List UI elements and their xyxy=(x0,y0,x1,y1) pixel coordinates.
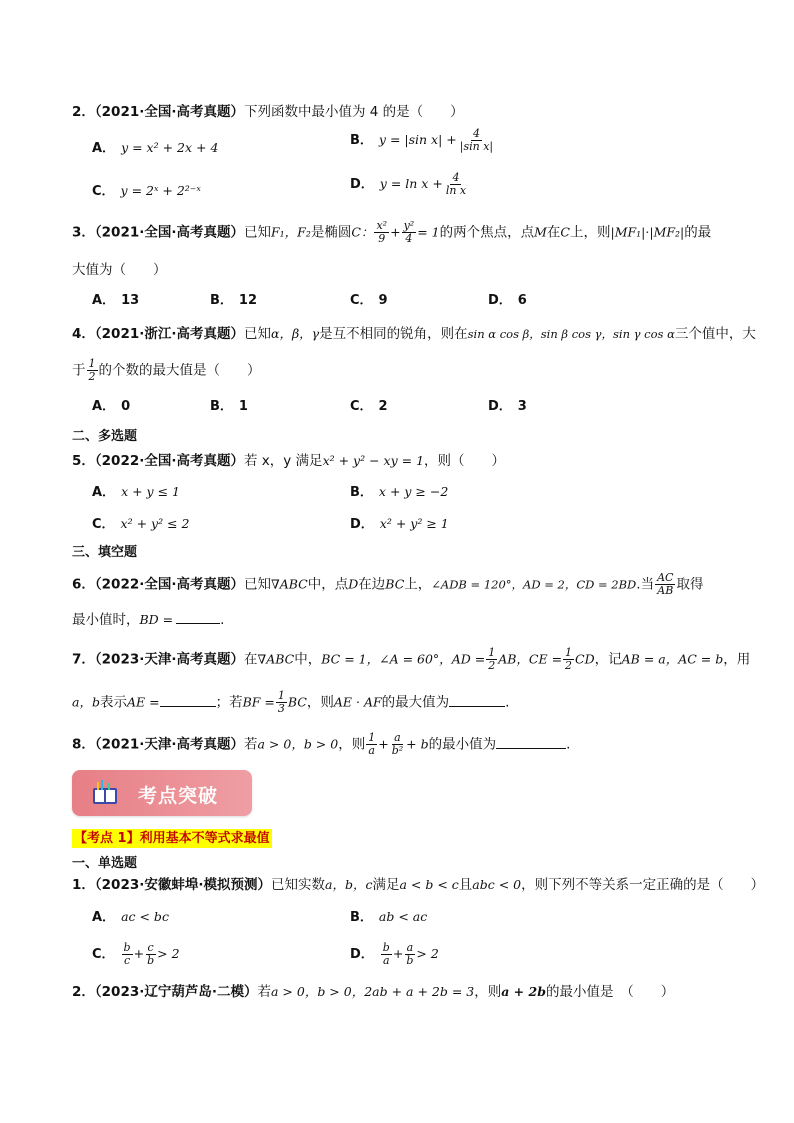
math-inline: + xyxy=(390,224,401,240)
option-label: C． xyxy=(92,947,115,962)
numerator: x² xyxy=(376,219,388,232)
question-text: 已知 xyxy=(244,326,271,342)
math-inline: a，b xyxy=(72,694,100,710)
question-number: 1． xyxy=(72,877,95,893)
question-text: 已知实数 xyxy=(271,877,325,893)
option-content: 9 xyxy=(378,293,388,308)
option-label: C． xyxy=(350,399,373,414)
math-inline: BC xyxy=(287,694,307,710)
option-b xyxy=(350,482,448,503)
option-a xyxy=(92,138,218,159)
math-inline: C xyxy=(560,224,570,240)
option-content: 1 xyxy=(238,399,248,414)
question-text: ；若 xyxy=(215,694,243,711)
question-text: 若 x，y 满足 xyxy=(244,453,323,469)
practice-question-2 xyxy=(72,982,674,1002)
numerator: y² xyxy=(403,219,415,232)
option-label: A． xyxy=(92,910,116,925)
question-text: 的最 xyxy=(684,224,712,241)
question-text: 在 xyxy=(244,651,258,668)
fraction xyxy=(458,128,495,153)
option-a xyxy=(92,482,180,503)
option-label: D． xyxy=(488,293,512,308)
numerator: AC xyxy=(657,571,674,584)
math-inline: BC xyxy=(385,576,405,592)
question-text: ，记 xyxy=(594,651,622,668)
denominator: a xyxy=(368,744,375,757)
question-source: （2023·天津·高考真题） xyxy=(94,651,244,668)
option-label: C． xyxy=(350,293,373,308)
numerator: 1 xyxy=(368,731,376,744)
question-text: 已知 xyxy=(244,224,271,241)
option-label: B． xyxy=(350,485,373,500)
question-7 xyxy=(72,647,750,672)
question-source: （2021·全国·高考真题） xyxy=(94,104,244,120)
math-inline: > 2 xyxy=(157,946,180,961)
option-a xyxy=(92,907,169,928)
question-number: 8． xyxy=(72,736,95,753)
question-3 xyxy=(72,220,711,245)
math-inline: CD xyxy=(575,651,595,667)
denominator: b xyxy=(147,954,155,967)
numerator: b xyxy=(123,941,131,954)
option-d xyxy=(350,942,439,967)
option-d xyxy=(350,172,469,197)
question-text: ，则 xyxy=(338,736,366,753)
question-text: ，则（ ） xyxy=(424,453,506,469)
option-content: 13 xyxy=(121,293,140,308)
option-content: y = ln x + xyxy=(379,176,443,191)
question-text: 的个数的最大值是（ ） xyxy=(98,362,261,379)
denominator: c xyxy=(123,954,131,967)
option-b xyxy=(210,291,257,311)
option-label: B． xyxy=(210,399,233,414)
option-a xyxy=(92,291,139,311)
numerator: 1 xyxy=(88,357,96,370)
question-number: 3． xyxy=(72,224,95,241)
math-inline: AB，CE = xyxy=(498,651,563,667)
denominator: 2 xyxy=(88,370,96,383)
math-inline: a > 0，b > 0，2ab + a + 2b = 3 xyxy=(271,984,475,999)
option-b xyxy=(350,128,496,153)
question-text: . xyxy=(566,736,571,753)
option-d xyxy=(350,514,449,535)
question-text: 已知 xyxy=(244,576,271,593)
denominator: b xyxy=(406,954,414,967)
option-d xyxy=(488,291,527,311)
numerator: 4 xyxy=(472,127,480,140)
question-number: 2． xyxy=(72,104,95,120)
question-text: 若 xyxy=(244,736,258,753)
fraction xyxy=(87,358,98,383)
math-inline: BC = 1，∠A = 60°， xyxy=(321,651,452,667)
practice-question-1 xyxy=(72,875,764,895)
question-text: 于 xyxy=(72,362,86,379)
question-text: 最小值时， xyxy=(72,612,140,628)
section-heading: 二、多选题 xyxy=(72,429,138,444)
numerator: 1 xyxy=(277,689,285,702)
numerator: 1 xyxy=(565,646,573,659)
option-d xyxy=(488,397,527,417)
question-number: 5． xyxy=(72,453,95,469)
question-text: 是互不相同的锐角，则在 xyxy=(319,326,468,342)
numerator: a xyxy=(406,941,414,954)
math-inline: ∠ADB = 120°，AD = 2，CD = 2BD xyxy=(431,577,637,592)
question-text: 是椭圆 xyxy=(310,224,352,241)
option-label: B． xyxy=(210,293,233,308)
option-content: 12 xyxy=(238,293,258,308)
option-label: D． xyxy=(350,947,374,962)
math-inline: a + 2b xyxy=(501,984,546,999)
question-source: （2023·辽宁葫芦岛·二模） xyxy=(94,984,258,1000)
question-text: 且 xyxy=(458,877,473,893)
denominator: AB xyxy=(657,584,674,597)
question-2 xyxy=(72,102,464,122)
math-inline: ∇ABC xyxy=(271,576,308,592)
option-content: 3 xyxy=(517,399,527,414)
question-text: . xyxy=(505,694,510,711)
math-inline: F₁，F₂ xyxy=(271,224,311,240)
option-c xyxy=(92,181,201,202)
fraction xyxy=(122,942,133,967)
denominator: a xyxy=(383,954,390,967)
math-inline: sin α cos β，sin β cos γ，sin γ cos α xyxy=(467,327,675,341)
option-b xyxy=(350,907,427,928)
option-c xyxy=(92,514,189,535)
math-inline: α，β，γ xyxy=(271,326,320,341)
question-source: （2021·浙江·高考真题） xyxy=(94,326,244,342)
question-text: 中， xyxy=(294,651,322,668)
option-content: 6 xyxy=(517,293,527,308)
answer-blank[interactable] xyxy=(160,694,216,707)
fraction xyxy=(366,732,377,757)
answer-blank[interactable] xyxy=(496,736,566,749)
question-text: ，则 xyxy=(474,984,502,1000)
question-text: 下列函数中最小值为 4 的是（ ） xyxy=(244,104,464,120)
section-banner xyxy=(72,770,252,816)
question-text: 满足 xyxy=(372,877,400,893)
option-b xyxy=(210,397,248,417)
option-label: B． xyxy=(350,910,373,925)
math-inline: M xyxy=(534,224,547,240)
option-label: A． xyxy=(92,141,116,156)
math-inline: D xyxy=(348,576,359,592)
question-source: （2021·全国·高考真题） xyxy=(94,224,244,241)
fraction xyxy=(390,732,405,757)
math-inline: C： xyxy=(351,224,374,240)
question-text: 若 xyxy=(257,984,271,1000)
option-content: x² + y² ≥ 1 xyxy=(379,516,449,531)
option-label: C． xyxy=(92,517,115,532)
fraction xyxy=(381,942,392,967)
fraction xyxy=(404,942,415,967)
math-inline: x² + y² − xy = 1 xyxy=(322,453,425,468)
question-source: （2023·安徽蚌埠·模拟预测） xyxy=(94,877,271,893)
math-inline: AE = xyxy=(126,694,160,710)
question-text: 三个值中，大 xyxy=(674,326,756,342)
question-text: .当 xyxy=(636,576,655,593)
book-icon xyxy=(90,778,120,808)
math-inline: a，b，c xyxy=(325,877,373,892)
question-text: ，则 xyxy=(306,694,334,711)
option-label: A． xyxy=(92,293,116,308)
fraction xyxy=(655,572,675,597)
math-inline: BF = xyxy=(242,694,275,710)
math-inline: + xyxy=(133,946,145,961)
math-inline: + xyxy=(378,736,389,752)
question-7-line-2 xyxy=(72,690,509,715)
fraction xyxy=(486,647,497,672)
math-inline: > 2 xyxy=(416,946,439,961)
math-inline: AD = xyxy=(451,651,486,667)
denominator: 3 xyxy=(277,702,285,715)
section-heading: 三、填空题 xyxy=(72,545,138,560)
math-inline: = 1 xyxy=(417,224,440,240)
numerator: 4 xyxy=(452,171,460,184)
question-text: ，用 xyxy=(723,651,751,668)
option-c xyxy=(350,291,388,311)
fraction xyxy=(402,220,417,245)
option-content: 2 xyxy=(378,399,388,414)
question-number: 7． xyxy=(72,651,95,668)
question-source: （2021·天津·高考真题） xyxy=(94,736,244,753)
question-text: 取得 xyxy=(676,576,704,593)
question-8 xyxy=(72,732,570,757)
question-6-line-2 xyxy=(72,610,224,630)
option-label: D． xyxy=(350,517,374,532)
math-inline: AB = a，AC = b xyxy=(621,651,724,667)
option-label: B． xyxy=(350,133,373,148)
option-content: ac < bc xyxy=(121,909,169,924)
option-label: C． xyxy=(92,184,115,199)
question-text: 上，则 xyxy=(569,224,611,241)
math-inline: |MF₁|·|MF₂| xyxy=(610,224,685,240)
math-inline: + b xyxy=(406,736,429,752)
numerator: a xyxy=(394,731,401,744)
math-inline: BD = xyxy=(139,612,174,627)
option-content: y = 2ˣ + 2²⁻ˣ xyxy=(120,183,201,198)
math-inline: a < b < c xyxy=(399,877,459,892)
question-text: 在边 xyxy=(358,576,386,593)
question-text: 的最小值为 xyxy=(428,736,497,753)
numerator: c xyxy=(147,941,154,954)
question-number: 4． xyxy=(72,326,95,342)
question-text: ，则下列不等关系一定正确的是（ ） xyxy=(521,877,765,893)
question-text: 表示 xyxy=(99,694,127,711)
option-c xyxy=(350,397,388,417)
option-content: x² + y² ≤ 2 xyxy=(120,516,190,531)
denominator: 2 xyxy=(565,659,573,672)
option-content: ab < ac xyxy=(378,909,428,924)
question-source: （2022·全国·高考真题） xyxy=(94,576,244,593)
denominator: ln x xyxy=(445,184,467,197)
math-inline: ∇ABC xyxy=(257,651,295,667)
question-5 xyxy=(72,451,505,471)
fraction xyxy=(563,647,574,672)
question-text: 在 xyxy=(546,224,561,241)
math-inline: AE · AF xyxy=(333,694,382,710)
question-text: 的两个焦点，点 xyxy=(439,224,535,241)
option-content: x + y ≤ 1 xyxy=(121,484,180,499)
section-heading: 一、单选题 xyxy=(72,856,138,871)
question-3-line-2: 大值为（ ） xyxy=(72,262,167,278)
option-content: x + y ≥ −2 xyxy=(378,484,449,499)
option-label: D． xyxy=(350,177,374,192)
answer-blank[interactable] xyxy=(449,694,505,707)
option-a xyxy=(92,397,130,417)
fraction xyxy=(145,942,156,967)
option-content: y = x² + 2x + 4 xyxy=(121,140,219,155)
option-content: 0 xyxy=(121,399,131,414)
denominator: |sin x| xyxy=(459,140,494,153)
option-c xyxy=(92,942,180,967)
question-source: （2022·全国·高考真题） xyxy=(94,453,244,469)
question-text: 的最小值是 （ ） xyxy=(545,984,675,1000)
fraction xyxy=(374,220,389,245)
denominator: 4 xyxy=(405,232,413,245)
question-6 xyxy=(72,572,703,597)
key-point-label: 【考点 1】利用基本不等式求最值 xyxy=(74,831,270,846)
question-number: 2． xyxy=(72,984,95,1000)
denominator: 9 xyxy=(378,232,386,245)
question-text: 中，点 xyxy=(307,576,349,593)
numerator: 1 xyxy=(488,646,496,659)
banner-title: 考点突破 xyxy=(138,785,219,807)
denominator: 2 xyxy=(488,659,496,672)
question-text: . xyxy=(220,612,225,628)
question-text: 的最大值为 xyxy=(381,694,450,711)
question-number: 6． xyxy=(72,576,95,593)
fraction xyxy=(276,690,287,715)
math-inline: + xyxy=(392,946,404,961)
option-label: D． xyxy=(488,399,512,414)
math-inline: a > 0，b > 0 xyxy=(257,736,339,752)
question-4-line-2 xyxy=(72,358,261,383)
option-label: A． xyxy=(92,485,116,500)
answer-blank[interactable] xyxy=(176,611,220,624)
denominator: b² xyxy=(391,744,404,757)
fraction xyxy=(444,172,468,197)
option-content: y = |sin x| + xyxy=(378,132,457,147)
question-4 xyxy=(72,324,756,344)
math-inline: abc < 0 xyxy=(472,877,522,892)
option-label: A． xyxy=(92,399,116,414)
numerator: b xyxy=(382,941,390,954)
question-text: 上， xyxy=(404,576,432,593)
